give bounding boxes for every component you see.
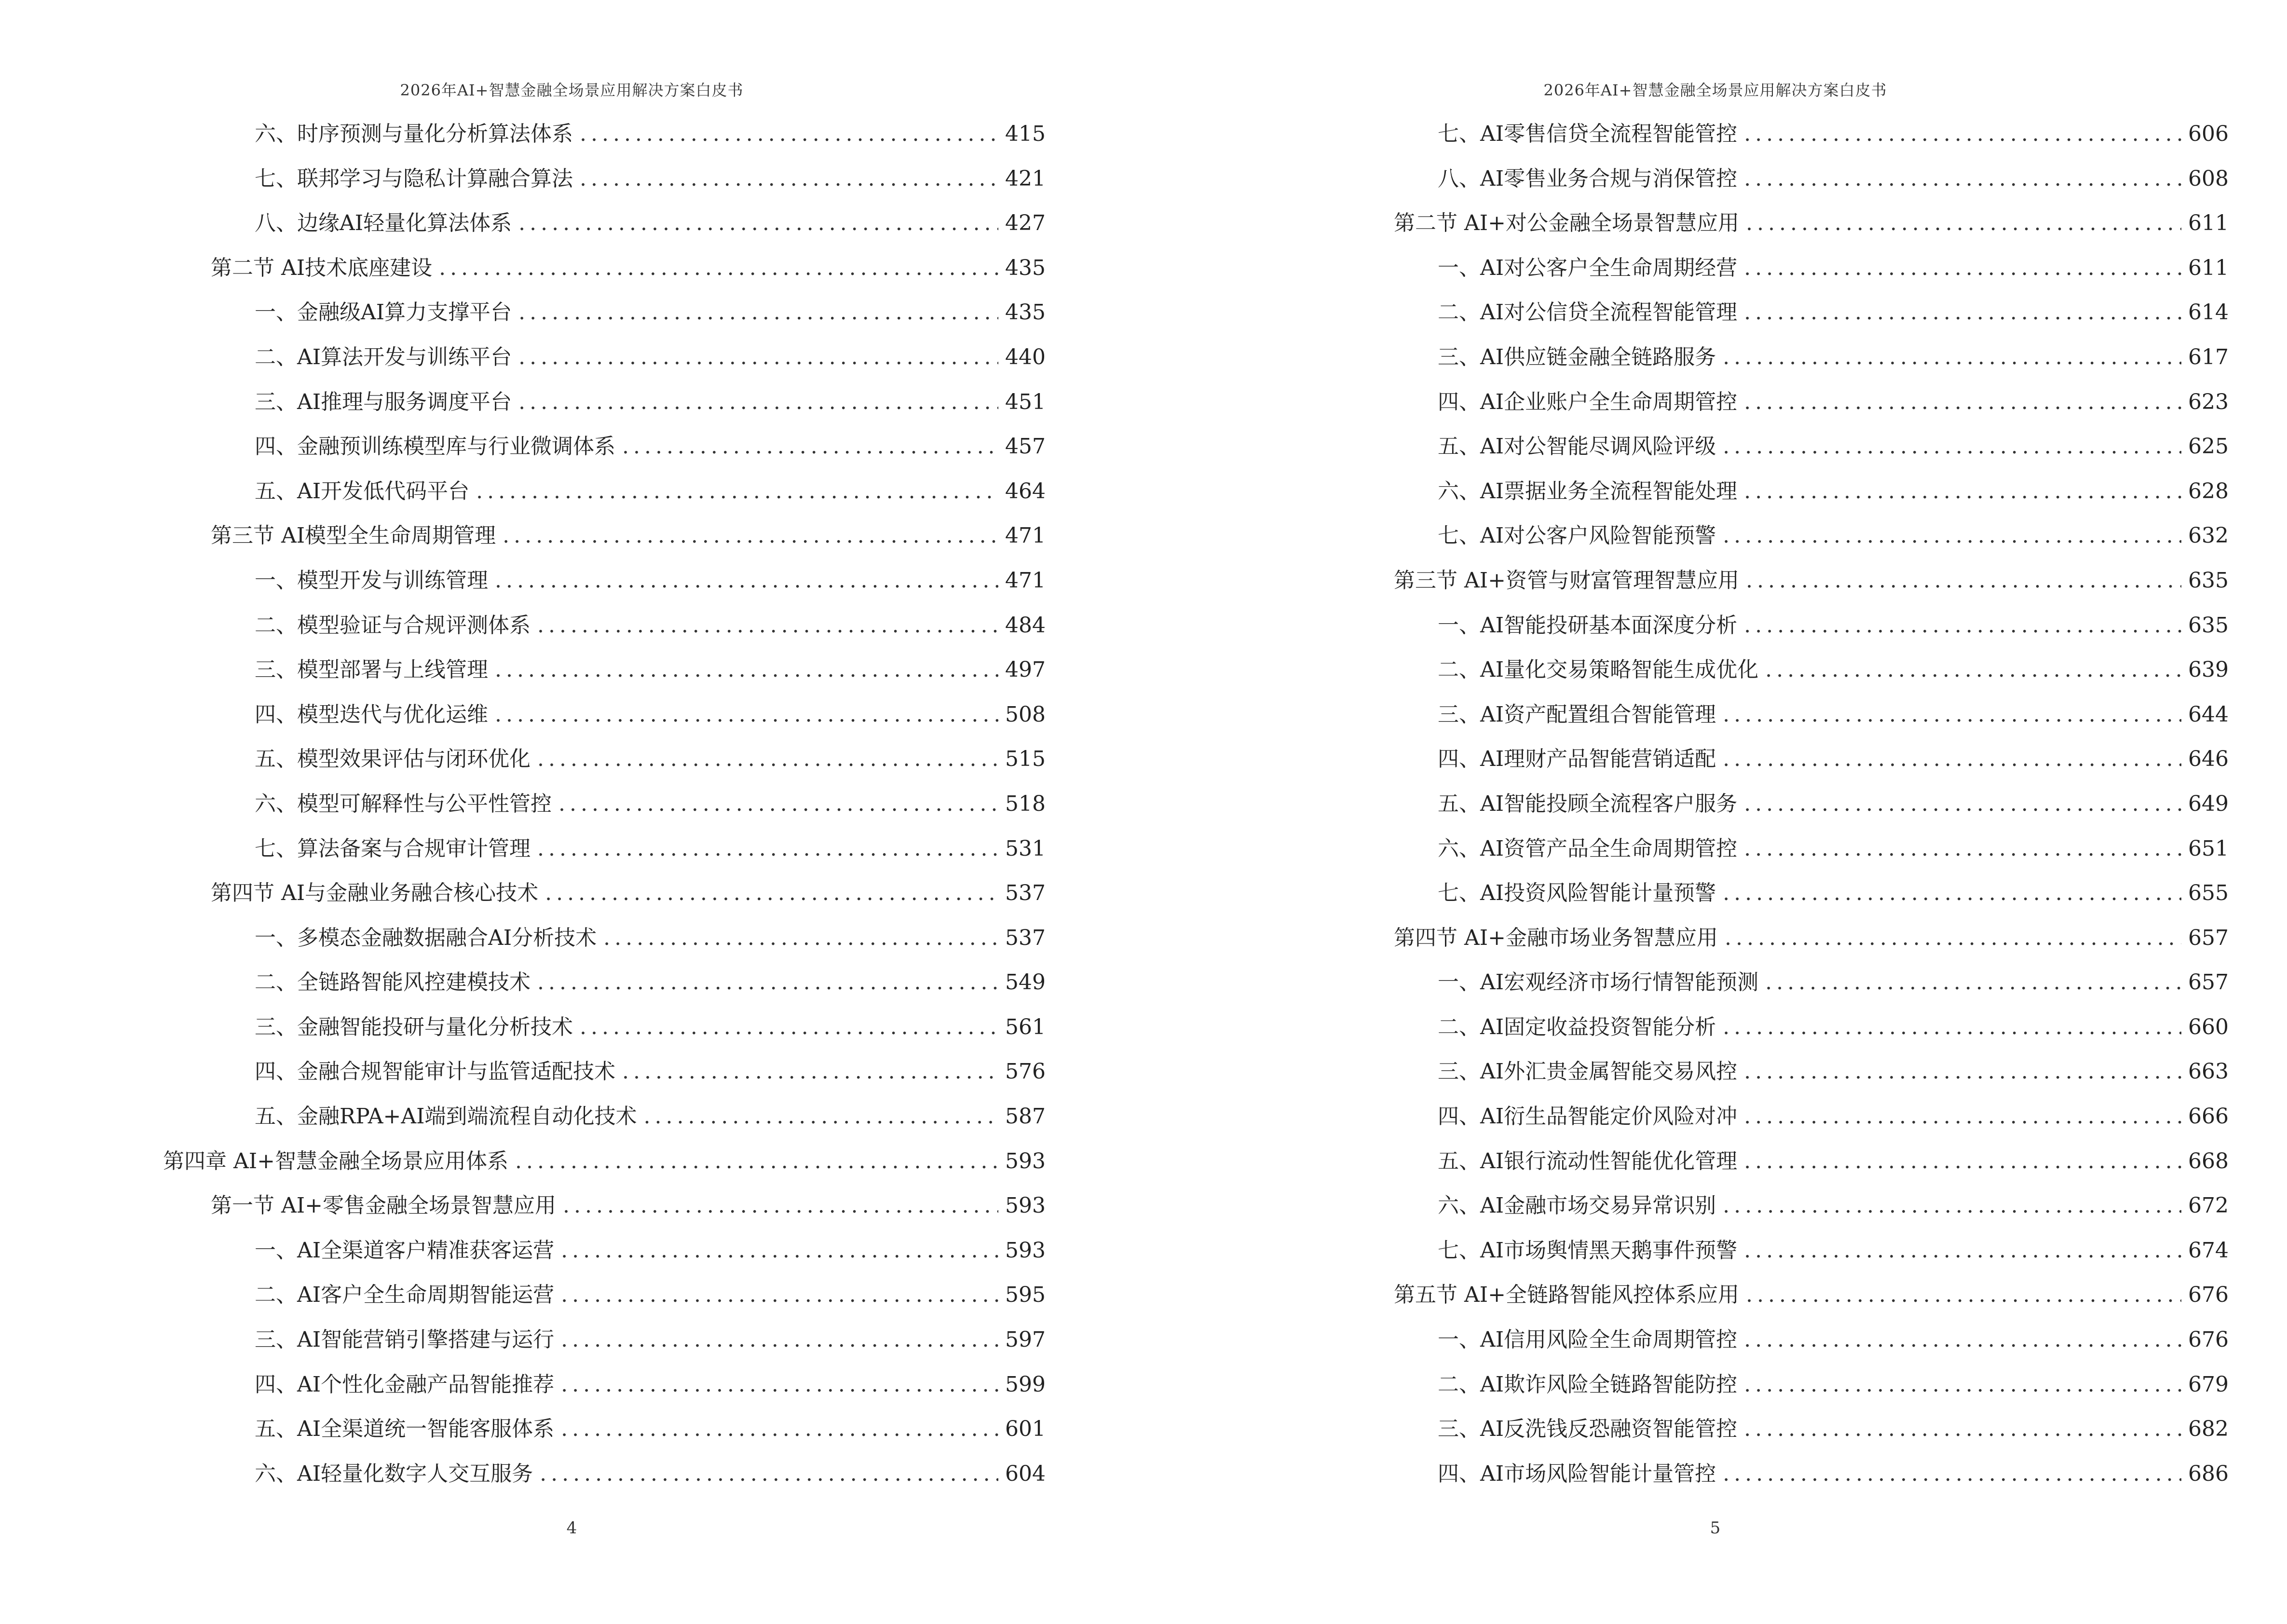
toc-entry-page: 635 xyxy=(2188,613,2229,638)
toc-dot-leader xyxy=(515,1139,998,1184)
toc-entry-page: 537 xyxy=(1005,925,1046,950)
toc-entry[interactable] xyxy=(163,1228,1046,1273)
toc-entry-page: 599 xyxy=(1005,1372,1046,1397)
toc-entry-page: 644 xyxy=(2188,702,2229,727)
toc-entry-title: 四、AI企业账户全生命周期管控 xyxy=(1438,389,1738,414)
toc-entry-title: 六、AI金融市场交易异常识别 xyxy=(1438,1193,1716,1218)
toc-entry-page: 497 xyxy=(1005,657,1046,682)
toc-entry[interactable] xyxy=(1346,559,2229,603)
toc-dot-leader xyxy=(476,469,998,514)
toc-entry[interactable] xyxy=(163,424,1046,469)
toc-dot-leader xyxy=(1723,335,2181,380)
toc-entry-title: 七、AI市场舆情黑天鹅事件预警 xyxy=(1438,1238,1738,1263)
toc-entry-title: 五、AI开发低代码平台 xyxy=(255,478,470,504)
toc-entry-title: 八、边缘AI轻量化算法体系 xyxy=(255,211,512,236)
toc-entry-title: 一、AI宏观经济市场行情智能预测 xyxy=(1438,970,1759,995)
toc-entry-title: 第二节 AI+对公金融全场景智慧应用 xyxy=(1394,211,1740,236)
toc-entry-title: 二、AI算法开发与训练平台 xyxy=(255,344,512,369)
toc-dot-leader xyxy=(495,648,998,693)
toc-entry-title: 七、AI投资风险智能计量预警 xyxy=(1438,881,1716,906)
toc-entry-page: 660 xyxy=(2188,1014,2229,1039)
toc-entry-page: 617 xyxy=(2188,344,2229,369)
toc-dot-leader xyxy=(1744,1407,2181,1452)
toc-dot-leader xyxy=(545,871,998,916)
toc-entry[interactable] xyxy=(1346,469,2229,514)
toc-entry-page: 657 xyxy=(2188,970,2229,995)
toc-dot-leader xyxy=(580,157,998,202)
toc-dot-leader xyxy=(1744,1318,2181,1363)
toc-entry-title: 一、AI对公客户全生命周期经营 xyxy=(1438,255,1738,280)
toc-entry[interactable] xyxy=(1346,648,2229,693)
toc-entry[interactable] xyxy=(163,380,1046,425)
toc-entry[interactable] xyxy=(1346,737,2229,782)
toc-entry-title: 三、AI供应链金融全链路服务 xyxy=(1438,344,1716,369)
toc-dot-leader xyxy=(1723,693,2181,737)
toc-entry-page: 657 xyxy=(2188,925,2229,950)
toc-entry[interactable] xyxy=(163,1452,1046,1497)
toc-entry-title: 三、AI智能营销引擎搭建与运行 xyxy=(255,1327,555,1352)
toc-entry-page: 655 xyxy=(2188,881,2229,906)
toc-dot-leader xyxy=(1723,424,2181,469)
toc-entry-title: 第一节 AI+零售金融全场景智慧应用 xyxy=(211,1193,557,1218)
toc-dot-leader xyxy=(1723,871,2181,916)
toc-entry-page: 593 xyxy=(1005,1193,1046,1218)
toc-entry-title: 三、金融智能投研与量化分析技术 xyxy=(255,1014,573,1039)
toc-entry[interactable] xyxy=(163,112,1046,157)
toc-entry[interactable] xyxy=(1346,1363,2229,1407)
toc-entry-title: 三、模型部署与上线管理 xyxy=(255,657,488,682)
toc-entry-page: 628 xyxy=(2188,478,2229,504)
toc-entry-page: 623 xyxy=(2188,389,2229,414)
toc-entry-page: 484 xyxy=(1005,613,1046,638)
toc-entry-title: 五、AI智能投顾全流程客户服务 xyxy=(1438,791,1738,816)
toc-dot-leader xyxy=(561,1273,998,1318)
toc-entry-title: 五、AI对公智能尽调风险评级 xyxy=(1438,434,1716,459)
toc-entry-page: 608 xyxy=(2188,166,2229,191)
toc-dot-leader xyxy=(563,1184,998,1228)
toc-dot-leader xyxy=(1765,648,2181,693)
toc-entry-page: 593 xyxy=(1005,1148,1046,1174)
toc-entry-page: 593 xyxy=(1005,1238,1046,1263)
running-header: 2026年AI+智慧金融全场景应用解决方案白皮书 xyxy=(1543,81,1887,99)
toc-dot-leader xyxy=(537,737,998,782)
toc-entry[interactable] xyxy=(1346,201,2229,246)
toc-entry-title: 六、AI轻量化数字人交互服务 xyxy=(255,1461,533,1486)
toc-dot-leader xyxy=(1744,603,2181,648)
toc-entry-title: 第三节 AI+资管与财富管理智慧应用 xyxy=(1394,568,1740,593)
toc-entry-title: 第四节 AI+金融市场业务智慧应用 xyxy=(1394,925,1718,950)
toc-entry[interactable] xyxy=(1346,827,2229,872)
toc-dot-leader xyxy=(1744,112,2181,157)
toc-entry[interactable] xyxy=(1346,1452,2229,1497)
toc-entry[interactable] xyxy=(1346,112,2229,157)
toc-entry-page: 518 xyxy=(1005,791,1046,816)
toc-entry[interactable] xyxy=(163,335,1046,380)
toc-list xyxy=(163,112,1046,1496)
toc-entry-title: 六、模型可解释性与公平性管控 xyxy=(255,791,552,816)
toc-entry[interactable] xyxy=(163,737,1046,782)
toc-entry-title: 第三节 AI模型全生命周期管理 xyxy=(211,523,496,548)
toc-entry-page: 639 xyxy=(2188,657,2229,682)
toc-dot-leader xyxy=(580,112,998,157)
toc-entry-page: 651 xyxy=(2188,836,2229,861)
toc-entry-page: 561 xyxy=(1005,1014,1046,1039)
toc-entry-title: 二、AI客户全生命周期智能运营 xyxy=(255,1283,555,1308)
toc-entry-page: 606 xyxy=(2188,122,2229,146)
toc-entry[interactable] xyxy=(1346,514,2229,559)
page-number: 4 xyxy=(566,1518,577,1538)
toc-entry[interactable] xyxy=(163,157,1046,202)
toc-entry-page: 537 xyxy=(1005,881,1046,906)
toc-entry-title: 二、AI固定收益投资智能分析 xyxy=(1438,1014,1716,1039)
toc-dot-leader xyxy=(561,1318,998,1363)
toc-entry[interactable] xyxy=(1346,335,2229,380)
toc-entry[interactable] xyxy=(163,916,1046,961)
toc-dot-leader xyxy=(1746,201,2181,246)
toc-entry-page: 427 xyxy=(1005,211,1046,236)
toc-entry[interactable] xyxy=(163,648,1046,693)
toc-entry-page: 679 xyxy=(2188,1372,2229,1397)
toc-entry[interactable] xyxy=(1346,1273,2229,1318)
toc-entry-page: 471 xyxy=(1005,523,1046,548)
toc-dot-leader xyxy=(1744,827,2181,872)
toc-entry-title: 四、AI市场风险智能计量管控 xyxy=(1438,1461,1716,1486)
toc-entry[interactable] xyxy=(163,871,1046,916)
right-page xyxy=(1144,0,2287,1624)
toc-entry-page: 440 xyxy=(1005,344,1046,369)
toc-entry[interactable] xyxy=(163,246,1046,291)
toc-dot-leader xyxy=(1744,782,2181,827)
toc-entry[interactable] xyxy=(1346,1318,2229,1363)
toc-entry-title: 五、AI银行流动性智能优化管理 xyxy=(1438,1148,1738,1174)
toc-entry[interactable] xyxy=(1346,603,2229,648)
toc-entry-title: 六、AI资管产品全生命周期管控 xyxy=(1438,836,1738,861)
toc-dot-leader xyxy=(1744,1094,2181,1139)
toc-dot-leader xyxy=(1744,469,2181,514)
toc-dot-leader xyxy=(1746,559,2181,603)
toc-entry[interactable] xyxy=(1346,1184,2229,1228)
toc-entry[interactable] xyxy=(1346,871,2229,916)
toc-entry-page: 611 xyxy=(2188,211,2229,236)
toc-dot-leader xyxy=(537,603,998,648)
toc-entry-title: 一、AI信用风险全生命周期管控 xyxy=(1438,1327,1738,1352)
toc-entry-title: 三、AI资产配置组合智能管理 xyxy=(1438,702,1716,727)
toc-entry-title: 七、AI零售信贷全流程智能管控 xyxy=(1438,122,1738,146)
toc-entry-title: 第五节 AI+全链路智能风控体系应用 xyxy=(1394,1283,1740,1308)
toc-entry-title: 七、算法备案与合规审计管理 xyxy=(255,836,531,861)
toc-entry-page: 674 xyxy=(2188,1238,2229,1263)
toc-entry[interactable] xyxy=(1346,290,2229,335)
toc-entry[interactable] xyxy=(1346,960,2229,1005)
toc-entry-page: 611 xyxy=(2188,255,2229,280)
toc-entry[interactable] xyxy=(163,1363,1046,1407)
toc-dot-leader xyxy=(1744,246,2181,291)
toc-entry[interactable] xyxy=(163,469,1046,514)
toc-entry[interactable] xyxy=(163,1184,1046,1228)
toc-entry-title: 四、金融预训练模型库与行业微调体系 xyxy=(255,434,615,459)
toc-entry[interactable] xyxy=(1346,1407,2229,1452)
toc-entry-page: 435 xyxy=(1005,255,1046,280)
toc-entry-title: 第二节 AI技术底座建设 xyxy=(211,255,433,280)
toc-dot-leader xyxy=(1744,1139,2181,1184)
toc-dot-leader xyxy=(1723,737,2181,782)
toc-entry[interactable] xyxy=(163,514,1046,559)
toc-entry[interactable] xyxy=(163,827,1046,872)
toc-entry-title: 七、联邦学习与隐私计算融合算法 xyxy=(255,166,573,191)
toc-dot-leader xyxy=(1744,380,2181,425)
toc-entry-title: 三、AI反洗钱反恐融资智能管控 xyxy=(1438,1417,1738,1442)
toc-entry-title: 六、时序预测与量化分析算法体系 xyxy=(255,122,573,146)
toc-dot-leader xyxy=(1723,1452,2181,1497)
toc-entry[interactable] xyxy=(163,201,1046,246)
toc-entry-page: 587 xyxy=(1005,1104,1046,1129)
toc-dot-leader xyxy=(537,960,998,1005)
toc-dot-leader xyxy=(1744,1363,2181,1407)
toc-entry-page: 625 xyxy=(2188,434,2229,459)
toc-dot-leader xyxy=(1744,157,2181,202)
toc-list xyxy=(1346,112,2229,1496)
toc-dot-leader xyxy=(1723,1184,2181,1228)
toc-dot-leader xyxy=(518,335,998,380)
toc-entry-page: 668 xyxy=(2188,1148,2229,1174)
toc-entry[interactable] xyxy=(163,1273,1046,1318)
toc-dot-leader xyxy=(1746,1273,2181,1318)
toc-entry-page: 686 xyxy=(2188,1461,2229,1486)
toc-entry-page: 576 xyxy=(1005,1059,1046,1084)
toc-dot-leader xyxy=(603,916,998,961)
toc-entry-title: 一、金融级AI算力支撑平台 xyxy=(255,300,512,325)
toc-entry-page: 464 xyxy=(1005,478,1046,504)
toc-entry-page: 549 xyxy=(1005,970,1046,995)
toc-entry-page: 421 xyxy=(1005,166,1046,191)
toc-entry[interactable] xyxy=(1346,1050,2229,1094)
toc-dot-leader xyxy=(558,782,998,827)
toc-entry-title: 一、模型开发与训练管理 xyxy=(255,568,488,593)
toc-entry-page: 672 xyxy=(2188,1193,2229,1218)
toc-entry-page: 614 xyxy=(2188,300,2229,325)
toc-dot-leader xyxy=(561,1407,998,1452)
toc-entry[interactable] xyxy=(1346,380,2229,425)
toc-entry-title: 二、全链路智能风控建模技术 xyxy=(255,970,531,995)
toc-entry-title: 四、AI理财产品智能营销适配 xyxy=(1438,747,1716,772)
toc-entry-title: 一、多模态金融数据融合AI分析技术 xyxy=(255,925,597,950)
toc-entry-page: 632 xyxy=(2188,523,2229,548)
toc-entry-page: 676 xyxy=(2188,1283,2229,1308)
toc-entry-title: 第四节 AI与金融业务融合核心技术 xyxy=(211,881,539,906)
toc-entry[interactable] xyxy=(163,559,1046,603)
toc-dot-leader xyxy=(540,1452,998,1497)
toc-dot-leader xyxy=(1744,1050,2181,1094)
toc-entry[interactable] xyxy=(1346,693,2229,737)
toc-dot-leader xyxy=(622,424,998,469)
toc-dot-leader xyxy=(1744,1228,2181,1273)
toc-entry-title: 二、模型验证与合规评测体系 xyxy=(255,613,531,638)
toc-dot-leader xyxy=(537,827,998,872)
toc-entry[interactable] xyxy=(163,1005,1046,1050)
toc-entry-page: 595 xyxy=(1005,1283,1046,1308)
toc-entry-page: 663 xyxy=(2188,1059,2229,1084)
toc-dot-leader xyxy=(644,1094,999,1139)
toc-dot-leader xyxy=(1744,290,2181,335)
toc-entry-title: 八、AI零售业务合规与消保管控 xyxy=(1438,166,1738,191)
toc-entry-title: 五、金融RPA+AI端到端流程自动化技术 xyxy=(255,1104,637,1129)
toc-dot-leader xyxy=(518,380,998,425)
toc-entry-page: 649 xyxy=(2188,791,2229,816)
toc-entry-title: 二、AI对公信贷全流程智能管理 xyxy=(1438,300,1738,325)
toc-dot-leader xyxy=(561,1363,998,1407)
toc-entry[interactable] xyxy=(163,693,1046,737)
toc-entry[interactable] xyxy=(163,1050,1046,1094)
toc-entry[interactable] xyxy=(1346,782,2229,827)
toc-entry-title: 七、AI对公客户风险智能预警 xyxy=(1438,523,1716,548)
toc-entry-title: 四、AI衍生品智能定价风险对冲 xyxy=(1438,1104,1738,1129)
running-header: 2026年AI+智慧金融全场景应用解决方案白皮书 xyxy=(400,81,744,99)
toc-entry[interactable] xyxy=(163,1407,1046,1452)
toc-entry-page: 508 xyxy=(1005,702,1046,727)
toc-entry-page: 646 xyxy=(2188,747,2229,772)
toc-dot-leader xyxy=(495,693,998,737)
toc-dot-leader xyxy=(622,1050,998,1094)
toc-entry[interactable] xyxy=(1346,1094,2229,1139)
toc-entry[interactable] xyxy=(163,1094,1046,1139)
toc-entry[interactable] xyxy=(1346,1139,2229,1184)
toc-entry[interactable] xyxy=(163,1318,1046,1363)
toc-entry-page: 601 xyxy=(1005,1417,1046,1442)
toc-entry-page: 515 xyxy=(1005,747,1046,772)
toc-entry[interactable] xyxy=(163,782,1046,827)
toc-entry-page: 604 xyxy=(1005,1461,1046,1486)
toc-entry-page: 597 xyxy=(1005,1327,1046,1352)
toc-dot-leader xyxy=(1723,514,2181,559)
toc-dot-leader xyxy=(561,1228,998,1273)
toc-dot-leader xyxy=(518,290,998,335)
toc-entry-title: 二、AI量化交易策略智能生成优化 xyxy=(1438,657,1759,682)
toc-entry-page: 471 xyxy=(1005,568,1046,593)
toc-entry[interactable] xyxy=(1346,424,2229,469)
toc-dot-leader xyxy=(495,559,998,603)
toc-entry[interactable] xyxy=(163,603,1046,648)
toc-entry-title: 五、AI全渠道统一智能客服体系 xyxy=(255,1417,555,1442)
toc-entry[interactable] xyxy=(1346,1228,2229,1273)
toc-entry[interactable] xyxy=(1346,157,2229,202)
toc-entry-title: 三、AI外汇贵金属智能交易风控 xyxy=(1438,1059,1738,1084)
toc-dot-leader xyxy=(503,514,998,559)
toc-entry[interactable] xyxy=(1346,1005,2229,1050)
toc-entry-title: 三、AI推理与服务调度平台 xyxy=(255,389,512,414)
toc-entry-page: 635 xyxy=(2188,568,2229,593)
toc-dot-leader xyxy=(439,246,998,291)
toc-entry-title: 一、AI智能投研基本面深度分析 xyxy=(1438,613,1738,638)
toc-entry-title: 四、模型迭代与优化运维 xyxy=(255,702,488,727)
toc-entry[interactable] xyxy=(1346,916,2229,961)
toc-entry-title: 四、AI个性化金融产品智能推荐 xyxy=(255,1372,555,1397)
toc-dot-leader xyxy=(580,1005,998,1050)
toc-entry-page: 415 xyxy=(1005,122,1046,146)
toc-entry[interactable] xyxy=(163,290,1046,335)
toc-entry[interactable] xyxy=(1346,246,2229,291)
toc-entry-title: 六、AI票据业务全流程智能处理 xyxy=(1438,478,1738,504)
toc-entry-title: 一、AI全渠道客户精准获客运营 xyxy=(255,1238,555,1263)
toc-entry-page: 531 xyxy=(1005,836,1046,861)
toc-entry-title: 二、AI欺诈风险全链路智能防控 xyxy=(1438,1372,1738,1397)
page-number: 5 xyxy=(1710,1518,1721,1538)
toc-entry[interactable] xyxy=(163,960,1046,1005)
toc-entry-page: 451 xyxy=(1005,389,1046,414)
toc-entry-title: 第四章 AI+智慧金融全场景应用体系 xyxy=(163,1148,509,1174)
toc-dot-leader xyxy=(1765,960,2181,1005)
toc-entry-title: 四、金融合规智能审计与监管适配技术 xyxy=(255,1059,615,1084)
toc-entry-page: 682 xyxy=(2188,1417,2229,1442)
toc-dot-leader xyxy=(518,201,998,246)
toc-entry-title: 五、模型效果评估与闭环优化 xyxy=(255,747,531,772)
toc-entry-page: 457 xyxy=(1005,434,1046,459)
toc-entry-page: 666 xyxy=(2188,1104,2229,1129)
toc-entry-page: 676 xyxy=(2188,1327,2229,1352)
toc-entry-page: 435 xyxy=(1005,300,1046,325)
toc-entry[interactable] xyxy=(163,1139,1046,1184)
toc-dot-leader xyxy=(1723,1005,2181,1050)
toc-dot-leader xyxy=(1725,916,2181,961)
